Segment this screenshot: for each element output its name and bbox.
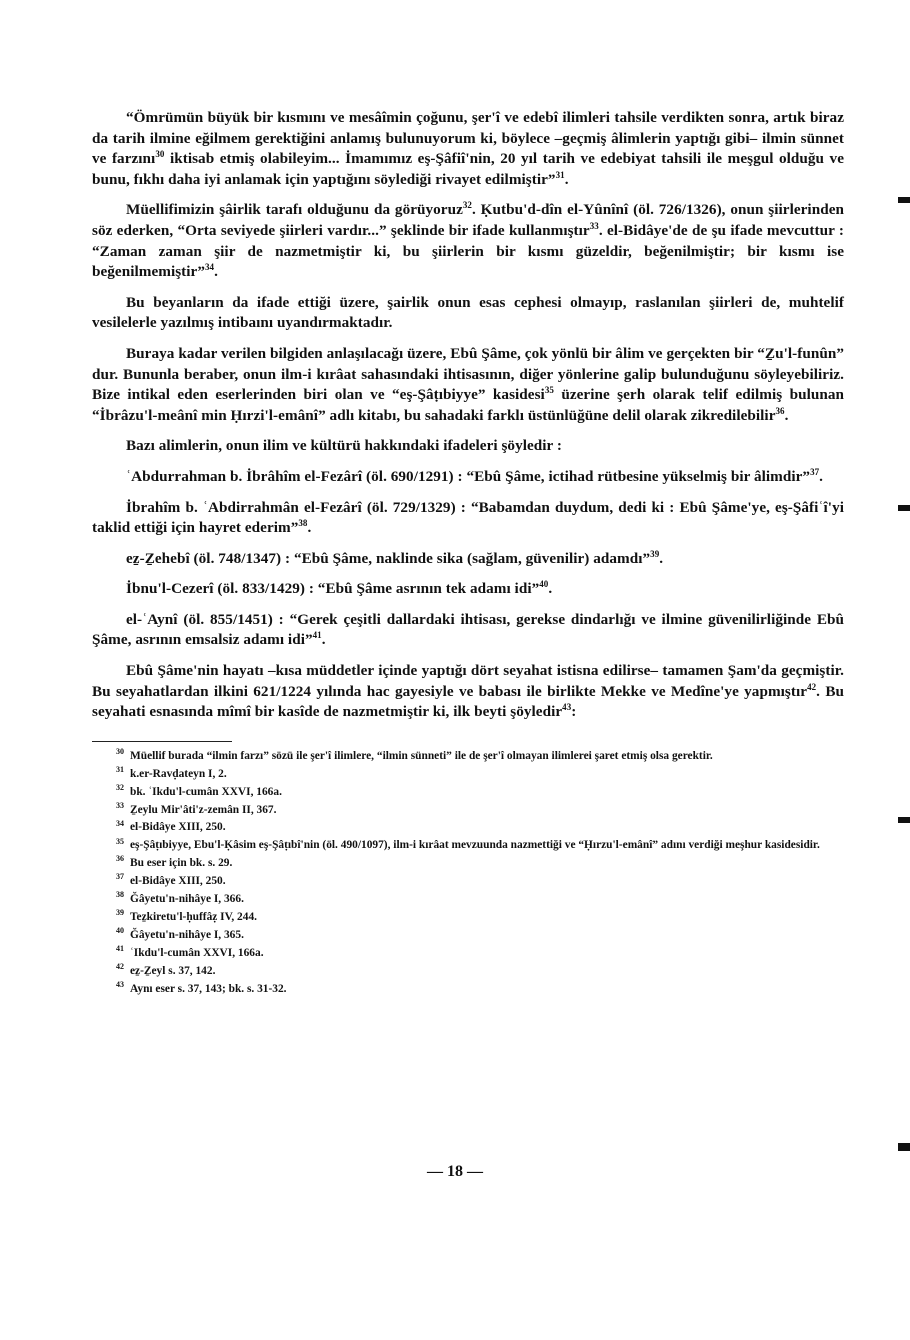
footnote-ref[interactable]: 38 [298,518,308,529]
footnote-text: Ğâyetu'n-nihâye I, 366. [130,893,244,906]
footnote [92,748,844,766]
footnote-number: 36 [116,854,124,864]
scan-margin-mark [898,505,910,511]
footnote-number: 35 [116,836,124,846]
footnote [92,784,844,802]
paragraph-text: İbrahîm b. ʿAbdirrahmân el-Fezârî (öl. 729/1329) : “Babamdan duydum, dedi ki : Ebû Şâme'ye, eş-Şâfiʿî'yi taklid ettiği için hayret ederim” [92,498,844,537]
footnote-ref[interactable]: 40 [539,579,549,590]
footnote-number: 31 [116,764,124,774]
footnote [92,873,844,891]
paragraph-text: . [214,263,218,281]
footnote-ref[interactable]: 36 [775,405,785,416]
scan-margin-mark [898,1143,910,1151]
footnote-number: 43 [116,979,124,989]
footnote-ref[interactable]: 33 [589,220,599,231]
footnote-ref[interactable]: 42 [807,681,817,692]
paragraph-text: eẕ-Ẕehebî (öl. 748/1347) : “Ebû Şâme, naklinde sika (sağlam, güvenilir) adamdı” [126,549,651,567]
footnote [92,766,844,784]
paragraph-text: . Ḳutbu'd-dîn el-Yûnînî (öl. 726/1326), onun şiirlerinden söz ederken, “Orta seviyede şiirleri vardır...” şeklinde bir ifade kullanmıştır [92,201,844,239]
footnote-text: eş-Şâṭıbiyye, Ebu'l-Ḳâsim eş-Şâṭıbî'nin (öl. 490/1097), ilm-i kırâat mevzuunda nazmettiği ve “Ḥırzu'l-emânî” adını verdiği meşhur kasidesidir. [130,839,820,852]
footnote-number: 32 [116,782,124,792]
footnote [92,855,844,873]
paragraph [92,661,844,723]
paragraph-text: Bazı alimlerin, onun ilim ve kültürü hakkındaki ifadeleri şöyledir : [126,437,563,455]
paragraph-text: . [307,519,312,537]
footnote-text: Aynı eser s. 37, 143; bk. s. 31-32. [130,982,287,995]
footnote [92,819,844,837]
footnote-text: Ẕeylu Mir'âti'z-zemân II, 367. [130,803,277,816]
footnote-text: el-Bidâye XIII, 250. [130,821,226,834]
footnote-ref[interactable]: 35 [544,385,554,396]
paragraph-text: . Bu seyahati esnasında mîmî bir kasîde de nazmetmiştir ki, ilk beyti şöyledir [92,682,844,721]
footnote-ref[interactable]: 30 [155,149,165,160]
footnote-number: 41 [116,944,124,954]
paragraph-text: . el-Bidâye'de de şu ifade mevcuttur : “Zaman zaman şiir de nazmetmiştir ki, bu şiirlerin bir kısmı güzeldir, beğenilmiştir; bir kısmı ise beğenilmemiştir” [92,221,844,281]
paragraph-text: Bu beyanların da ifade ettiği üzere, şairlik onun esas cephesi olmayıp, raslanılan şiirleri de, muhtelif vesilelerle yazılmış intibaını uyandırmaktadır. [92,293,844,332]
footnote-number: 39 [116,908,124,918]
footnote [92,945,844,963]
footnotes [92,748,844,999]
footnote [92,891,844,909]
paragraph-text: . [321,631,326,649]
quote-paragraph [92,467,844,488]
scan-margin-mark [898,817,910,823]
paragraph [92,344,844,426]
paragraph-text: “Ömrümün büyük bir kısmını ve mesâîmin çoğunu, şer'î ve edebî ilimleri tahsile verdikten sonra, artık biraz da tarih ilmine eğilmem gerektiğini anlamış bulunuyorum ki, böylece –geçmiş âlimlerin yaptığı gibi– ilmin sünnet ve farzını [92,109,844,168]
footnote-ref[interactable]: 37 [810,466,820,477]
paragraph-text: Buraya kadar verilen bilgiden anlaşılacağı üzere, Ebû Şâme, çok yönlü bir âlim ve gerçekten bir “Ẕu'l-funûn” dur. Bununla beraber, onun ilm-i kırâat sahasındaki ihtisasının, diğer yönlerine galip bulunduğunu söyleyebiliriz. Bize intikal eden eserlerinden biri olan ve “eş-Şâṭıbiyye” kasidesi [92,344,844,404]
footnote-text: Müellif burada “ilmin farzı” sözü ile şer'î ilimlere, “ilmin sünneti” ile de şer'î olmayan ilimlerei şaret etmiş olsa gerektir. [130,749,713,762]
quote-paragraph [92,610,844,651]
footnote-text: Teẕkiretu'l-ḥuffâẓ IV, 244. [130,911,257,923]
footnote-number: 42 [116,961,124,971]
footnote-ref[interactable]: 43 [562,702,572,713]
footnote-ref[interactable]: 31 [555,169,565,180]
footnote-number: 37 [116,872,124,882]
footnote [92,909,844,927]
footnote-text: eẕ-Ẕeyl s. 37, 142. [130,964,216,977]
footnote [92,963,844,981]
paragraph-text: . [819,467,824,485]
footnote [92,927,844,945]
footnote-number: 30 [116,747,124,757]
quote-paragraph [92,549,844,570]
footnote-number: 34 [116,818,124,828]
paragraph-text: . [659,549,664,567]
paragraph [92,293,844,334]
footnote-ref[interactable]: 32 [462,200,472,211]
paragraph-text: . [564,170,569,188]
footnote-divider [92,741,232,742]
paragraph [92,436,844,457]
footnote-ref[interactable]: 41 [312,630,322,641]
paragraph-text: Ebû Şâme'nin hayatı –kısa müddetler içinde yaptığı dört seyahat istisna edilirse– tamamen Şam'da geçmiştir. Bu seyahatlardan ilkini 621/1224 yılında hac gayesiyle ve babası ile birlikte Mekke ve Medîne'ye yapmıştır [92,662,844,700]
paragraph-text: Müellifimizin şâirlik tarafı olduğunu da görüyoruz [126,201,463,219]
main-text [92,108,844,723]
paragraph-text: . [548,580,553,598]
footnote [92,802,844,820]
paragraph-text: . [784,406,789,424]
footnote-ref[interactable]: 39 [650,548,660,559]
paragraph-text: : [571,703,577,721]
quote-paragraph [92,579,844,600]
paragraph-text: İbnu'l-Cezerî (öl. 833/1429) : “Ebû Şâme asrının tek adamı idi” [126,580,540,598]
footnote [92,981,844,999]
footnote-text: k.er-Ravḍateyn I, 2. [130,767,227,780]
footnote [92,837,844,855]
footnote-number: 40 [116,926,124,936]
footnote-text: Bu eser için bk. s. 29. [130,857,233,870]
footnote-ref[interactable]: 34 [205,262,215,273]
paragraph-text: ʿAbdurrahman b. İbrâhîm el-Fezârî (öl. 690/1291) : “Ebû Şâme, ictihad rütbesine yükselmiş bir âlimdir” [126,467,811,485]
quote-paragraph [92,498,844,539]
paragraph [92,108,844,190]
page-body [92,108,844,999]
page-number: — 18 — [427,1163,483,1180]
paragraph-text: iktisab etmiş olabileyim... İmamımız eş-Şâfiî'nin, 20 yıl tarih ve edebiyat tahsili ile meşgul olduğu ve bunu, fıkhı daha iyi anlamak için yaptığını söylediği rivayet edilmiştir” [92,150,844,188]
paragraph-text: el-ʿAynî (öl. 855/1451) : “Gerek çeşitli dallardaki ihtisası, gerekse dindarlığı ve ilmine güvenilirliğinde Ebû Şâme, asrının emsalsiz adamı idi” [92,610,844,649]
footnote-text: bk. ʿIkdu'l-cumân XXVI, 166a. [130,785,282,798]
footnote-text: el-Bidâye XIII, 250. [130,875,226,888]
paragraph [92,200,844,282]
paragraph-text: üzerine şerh olarak telif edilmiş bulunan “İbrâzu'l-meânî min Ḥırzi'l-emânî” adlı kitabı, bu sahadaki farklı üstünlüğüne delil olarak zikredilebilir [92,386,844,424]
scan-margin-mark [898,197,910,203]
footnote-number: 38 [116,890,124,900]
footnote-text: ʿIkdu'l-cumân XXVI, 166a. [130,946,264,959]
footnote-text: Ğâyetu'n-nihâye I, 365. [130,928,244,941]
footnote-number: 33 [116,800,124,810]
